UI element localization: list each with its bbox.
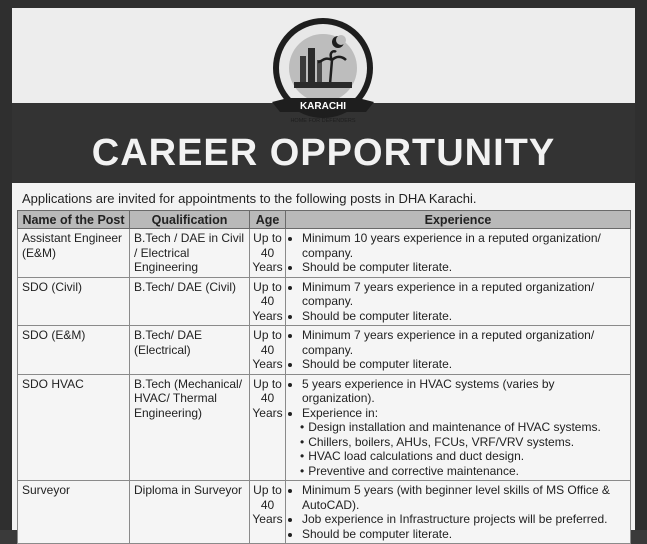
- table-row: [18, 481, 631, 544]
- logo-motto-text: HOME FOR DEFENDERS: [290, 118, 356, 124]
- age-limit: Up to 40 Years: [250, 374, 286, 481]
- experience-subitem: • HVAC load calculations and duct design.: [300, 449, 626, 464]
- experience-item: • Experience in:: [302, 406, 626, 421]
- post-name: SDO (Civil): [18, 277, 130, 326]
- experience-item: • Minimum 10 years experience in a reputed organization/ company.: [302, 231, 626, 260]
- age-limit: Up to 40 Years: [250, 229, 286, 278]
- experience: [286, 326, 631, 375]
- table-header-row: [18, 211, 631, 229]
- qualification: B.Tech / DAE in Civil / Electrical Engineering: [130, 229, 250, 278]
- experience-item: • Should be computer literate.: [302, 309, 626, 324]
- table-row: [18, 374, 631, 481]
- age-limit: Up to 40 Years: [250, 277, 286, 326]
- experience-item: • Should be computer literate.: [302, 357, 626, 372]
- qualification: Diploma in Surveyor: [130, 481, 250, 544]
- post-name: SDO (E&M): [18, 326, 130, 375]
- experience-item: • Should be computer literate.: [302, 527, 626, 542]
- experience-subitem: • Preventive and corrective maintenance.: [300, 464, 626, 479]
- qualification: B.Tech/ DAE (Civil): [130, 277, 250, 326]
- intro-text: Applications are invited for appointments to the following posts in DHA Karachi.: [22, 191, 477, 206]
- qualification: B.Tech (Mechanical/ HVAC/ Thermal Engineering): [130, 374, 250, 481]
- experience: [286, 277, 631, 326]
- table-row: [18, 229, 631, 278]
- experience: [286, 229, 631, 278]
- experience-subitem: • Chillers, boilers, AHUs, FCUs, VRF/VRV systems.: [300, 435, 626, 450]
- page-title: CAREER OPPORTUNITY: [91, 132, 556, 174]
- experience-item: • Minimum 7 years experience in a reputed organization/ company.: [302, 328, 626, 357]
- column-header: Qualification: [130, 211, 250, 229]
- experience-item: • Minimum 5 years (with beginner level skills of MS Office & AutoCAD).: [302, 483, 626, 512]
- experience: [286, 481, 631, 544]
- dha-logo: [268, 16, 378, 132]
- table-row: [18, 277, 631, 326]
- post-name: Surveyor: [18, 481, 130, 544]
- column-header: Name of the Post: [18, 211, 130, 229]
- post-name: SDO HVAC: [18, 374, 130, 481]
- post-name: Assistant Engineer (E&M): [18, 229, 130, 278]
- experience-subitem: • Design installation and maintenance of HVAC systems.: [300, 420, 626, 435]
- logo-city-text: KARACHI: [299, 101, 347, 112]
- age-limit: Up to 40 Years: [250, 481, 286, 544]
- age-limit: Up to 40 Years: [250, 326, 286, 375]
- column-header: Age: [250, 211, 286, 229]
- experience-item: • 5 years experience in HVAC systems (varies by organization).: [302, 377, 626, 406]
- posts-table: [17, 210, 631, 544]
- experience-item: • Job experience in Infrastructure projects will be preferred.: [302, 512, 626, 527]
- experience-item: • Minimum 7 years experience in a reputed organization/ company.: [302, 280, 626, 309]
- experience-item: • Should be computer literate.: [302, 260, 626, 275]
- qualification: B.Tech/ DAE (Electrical): [130, 326, 250, 375]
- experience: [286, 374, 631, 481]
- column-header: Experience: [286, 211, 631, 229]
- table-row: [18, 326, 631, 375]
